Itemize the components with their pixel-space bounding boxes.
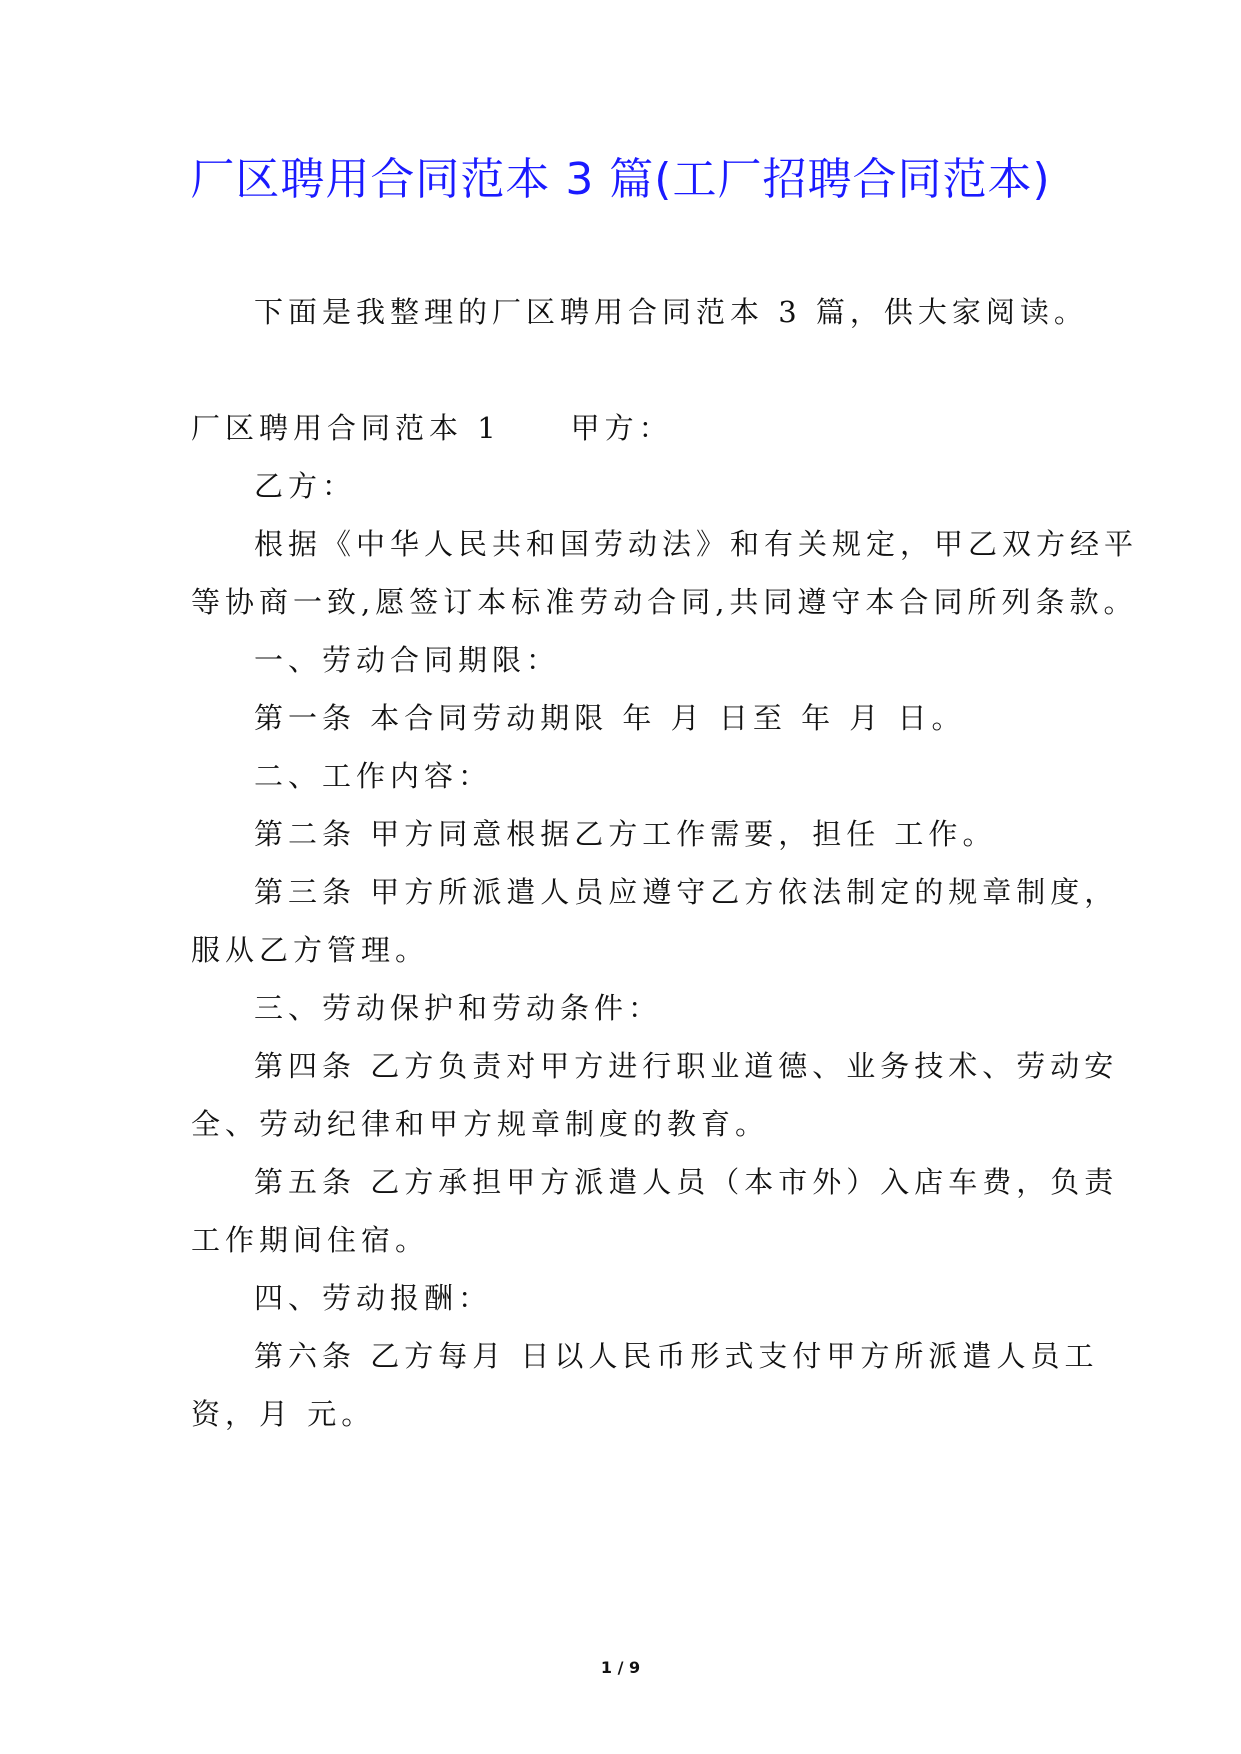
article-5-line-2: 工作期间住宿。 — [191, 1223, 430, 1257]
page-indicator: 1 / 9 — [600, 1658, 641, 1677]
article-3-line-1: 第三条 甲方所派遣人员应遵守乙方依法制定的规章制度， — [254, 875, 1119, 909]
heading-contract-term: 一、劳动合同期限： — [254, 643, 561, 677]
section-heading: 厂区聘用合同范本 1 — [191, 411, 501, 445]
preamble-line-1: 根据《中华人民共和国劳动法》和有关规定，甲乙双方经平 — [254, 527, 1139, 561]
article-1: 第一条 本合同劳动期限 年 月 日至 年 月 日。 — [254, 701, 966, 735]
heading-work-content: 二、工作内容： — [254, 759, 493, 793]
heading-remuneration: 四、劳动报酬： — [254, 1281, 493, 1315]
article-6-line-2: 资，月 元。 — [191, 1397, 376, 1431]
article-4-line-1: 第四条 乙方负责对甲方进行职业道德、业务技术、劳动安 — [254, 1049, 1119, 1083]
article-6-line-1: 第六条 乙方每月 日以人民币形式支付甲方所派遣人员工 — [254, 1339, 1099, 1373]
intro-paragraph: 下面是我整理的厂区聘用合同范本 3 篇，供大家阅读。 — [254, 295, 1088, 329]
party-a-label: 甲方： — [570, 411, 673, 445]
section-heading-line — [191, 396, 1061, 460]
article-3-line-2: 服从乙方管理。 — [191, 933, 430, 967]
heading-labor-protection: 三、劳动保护和劳动条件： — [254, 991, 663, 1025]
document-title: 厂区聘用合同范本 3 篇(工厂招聘合同范本) — [190, 154, 1051, 205]
party-b-label: 乙方： — [254, 469, 357, 503]
preamble-line-2: 等协商一致,愿签订本标准劳动合同,共同遵守本合同所列条款。 — [191, 585, 1138, 619]
article-2: 第二条 甲方同意根据乙方工作需要，担任 工作。 — [254, 817, 997, 851]
article-5-line-1: 第五条 乙方承担甲方派遣人员（本市外）入店车费，负责 — [254, 1165, 1119, 1199]
article-4-line-2: 全、劳动纪律和甲方规章制度的教育。 — [191, 1107, 770, 1141]
